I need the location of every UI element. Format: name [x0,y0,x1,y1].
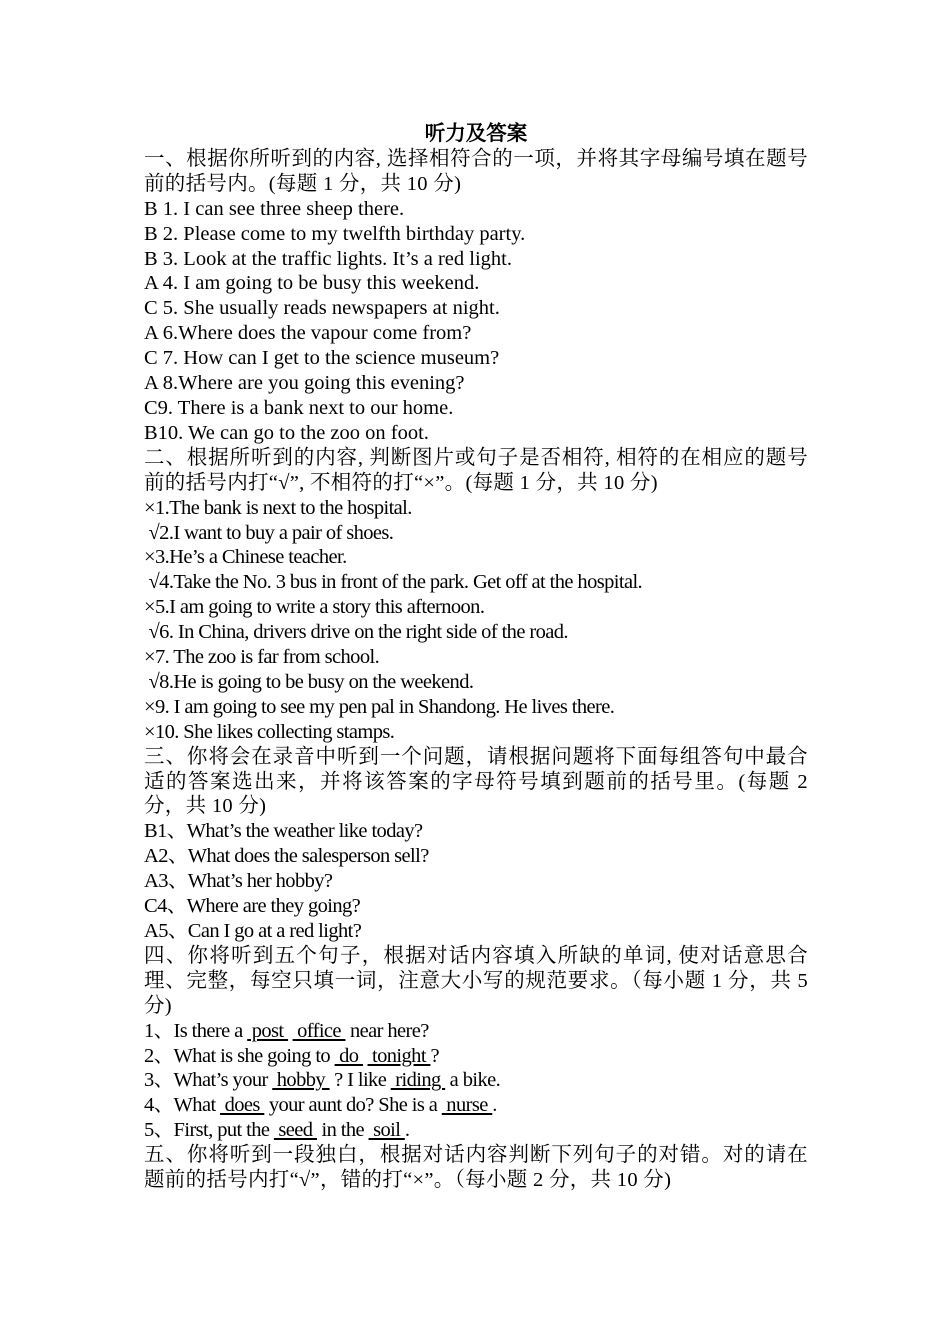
s4-q4-answer-1: does [220,1094,265,1117]
s2-item-2: √2.I want to buy a pair of shoes. [144,521,394,544]
s3-item-1: B1、What’s the weather like today? [144,820,423,843]
s1-item-6: A 6.Where does the vapour come from? [144,322,472,345]
s4-q5-mid: in the [316,1119,369,1142]
s2-item-10: ×10. She likes collecting stamps. [144,720,395,743]
s4-q4-answer-2: nurse [441,1094,493,1117]
s4-q2-text: 2、What is she going to [144,1044,335,1067]
s3-item-3: A3、What’s her hobby? [144,870,333,893]
s2-item-4: √4.Take the No. 3 bus in front of the park. Get off at the hospital. [144,571,643,594]
s4-q3-text: 3、What’s your [144,1069,273,1092]
s4-q1-text: 1、Is there a [144,1019,248,1042]
s1-item-2: B 2. Please come to my twelfth birthday party. [144,222,526,245]
s4-q1-end: near here? [345,1019,429,1042]
section-2-heading: 二、根据所听到的内容, 判断图片或句子是否相符, 相符的在相应的题号前的括号内打“√”, 不相符的打“×”。(每题 1 分，共 10 分) [144,446,808,494]
s4-question-2 [144,1044,808,1069]
s1-item-9: C9. There is a bank next to our home. [144,396,454,419]
s1-item-4: A 4. I am going to be busy this weekend. [144,272,480,295]
s2-item-1: ×1.The bank is next to the hospital. [144,496,412,519]
s4-q2-end: ? [430,1044,439,1067]
s2-item-9: ×9. I am going to see my pen pal in Shandong. He lives there. [144,695,615,718]
s4-question-3 [144,1068,808,1093]
s4-q4-mid: your aunt do? She is a [264,1094,442,1117]
s2-item-7: ×7. The zoo is far from school. [144,646,380,669]
s1-item-3: B 3. Look at the traffic lights. It’s a red light. [144,247,512,270]
s4-q4-end: . [492,1094,497,1117]
s2-item-6: √6. In China, drivers drive on the right side of the road. [144,621,568,644]
s4-q3-answer-2: riding [390,1069,446,1092]
s2-item-3: ×3.He’s a Chinese teacher. [144,546,347,569]
s4-q1-answer-1: post [247,1019,289,1042]
answer-sheet [144,122,808,1193]
s4-question-4 [144,1093,808,1118]
s4-question-5 [144,1118,808,1143]
s4-q5-text: 5、First, put the [144,1119,274,1142]
s4-q5-answer-1: seed [273,1119,317,1142]
s3-item-5: A5、Can I go at a red light? [144,920,362,942]
s4-q1-answer-2: office [292,1019,346,1042]
s4-q2-answer-1: do [334,1044,363,1067]
section-4-heading: 四、你将听到五个句子，根据对话内容填入所缺的单词, 使对话意思合理、完整，每空只填一词，注意大小写的规范要求。（每小题 1 分，共 5 分) [144,944,808,1017]
s4-q3-end: a bike. [445,1069,501,1092]
s4-q2-answer-2: tonight [367,1044,431,1067]
section-3-heading: 三、你将会在录音中听到一个问题，请根据问题将下面每组答句中最合适的答案选出来，并将该答案的字母符号填到题前的括号里。(每题 2 分，共 10 分) [144,745,808,818]
s1-item-5: C 5. She usually reads newspapers at night. [144,297,500,320]
section-1-heading: 一、根据你所听到的内容, 选择相符合的一项，并将其字母编号填在题号前的括号内。(每题 1 分，共 10 分) [144,147,808,195]
s4-q4-text: 4、What [144,1094,221,1117]
page-title: 听力及答案 [424,123,528,145]
s4-q5-end: . [404,1119,410,1142]
s2-item-5: ×5.I am going to write a story this afternoon. [144,596,485,619]
s4-q3-mid: ? I like [329,1069,391,1092]
s4-q3-answer-1: hobby [272,1069,330,1092]
s3-item-4: C4、Where are they going? [144,895,361,918]
section-5-heading: 五、你将听到一段独白，根据对话内容判断下列句子的对错。对的请在题前的括号内打“√”，错的打“×”。（每小题 2 分，共 10 分) [144,1144,808,1192]
s2-item-8: √8.He is going to be busy on the weekend. [144,670,474,693]
s1-item-1: B 1. I can see three sheep there. [144,197,405,220]
s3-item-2: A2、What does the salesperson sell? [144,845,429,868]
s1-item-8: A 8.Where are you going this evening? [144,372,465,395]
s1-item-7: C 7. How can I get to the science museum? [144,347,500,370]
s4-question-1 [144,1019,808,1044]
s1-item-10: B10. We can go to the zoo on foot. [144,421,429,444]
s4-q5-answer-2: soil [368,1119,405,1142]
